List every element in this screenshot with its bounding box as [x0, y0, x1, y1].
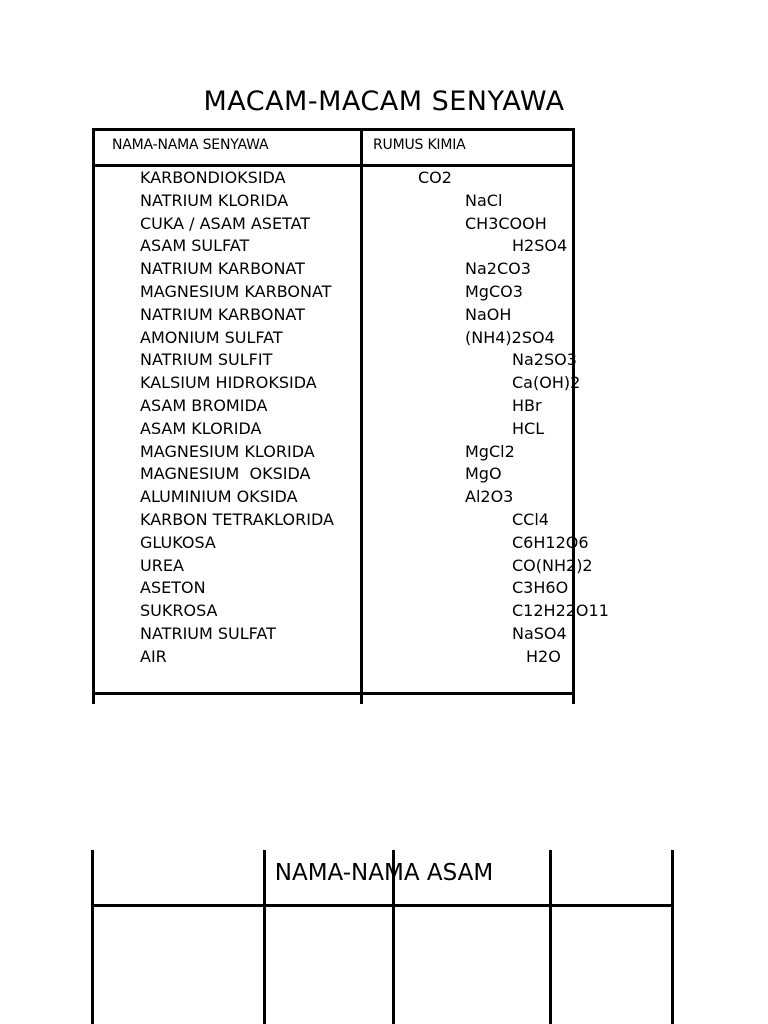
- table-row: [0, 167, 768, 190]
- table-row: [0, 213, 768, 236]
- compound-formula: CH3COOH: [465, 213, 547, 233]
- compound-name: NATRIUM KLORIDA: [140, 190, 289, 210]
- compound-name: ASAM SULFAT: [140, 236, 250, 256]
- compound-formula: NaSO4: [512, 623, 567, 643]
- table-row: [0, 418, 768, 441]
- compound-name: KARBON TETRAKLORIDA: [140, 509, 334, 529]
- table-row: [0, 486, 768, 509]
- compound-formula: C12H22O11: [512, 601, 609, 621]
- compound-formula: MgCO3: [465, 281, 523, 301]
- compound-name: SUKROSA: [140, 601, 218, 621]
- compound-name: MAGNESIUM KLORIDA: [140, 441, 315, 461]
- compound-formula: CCl4: [512, 509, 549, 529]
- page-title: MACAM-MACAM SENYAWA: [203, 86, 565, 117]
- table-row: [0, 281, 768, 304]
- acids-table-title: NAMA-NAMA ASAM: [274, 860, 494, 886]
- compound-name: ASETON: [140, 578, 206, 598]
- table-row: [0, 349, 768, 372]
- compound-formula: NaCl: [465, 190, 503, 210]
- table-row: [0, 441, 768, 464]
- compound-formula: MgCl2: [465, 441, 515, 461]
- compound-formula: C6H12O6: [512, 532, 589, 552]
- compound-name: NATRIUM KARBONAT: [140, 259, 305, 279]
- compound-formula: Na2SO3: [512, 350, 577, 370]
- compound-name: MAGNESIUM OKSIDA: [140, 464, 311, 484]
- table-row: [0, 190, 768, 213]
- table-row: [0, 463, 768, 486]
- compound-formula: NaOH: [465, 304, 512, 324]
- table-row: [0, 600, 768, 623]
- compound-name: NATRIUM SULFIT: [140, 350, 273, 370]
- table-row: [0, 555, 768, 578]
- table-body: [0, 167, 768, 669]
- compound-name: UREA: [140, 555, 184, 575]
- compound-name: ALUMINIUM OKSIDA: [140, 487, 298, 507]
- compound-name: AIR: [140, 646, 167, 666]
- compound-formula: Ca(OH)2: [512, 373, 581, 393]
- compound-formula: (NH4)2SO4: [465, 327, 555, 347]
- column-header-name: NAMA-NAMA SENYAWA: [112, 137, 269, 153]
- compound-name: KALSIUM HIDROKSIDA: [140, 373, 317, 393]
- table-row: [0, 646, 768, 669]
- compound-formula: HCL: [512, 418, 545, 438]
- compound-name: KARBONDIOKSIDA: [140, 168, 286, 187]
- compound-formula: MgO: [465, 464, 502, 484]
- table-row: [0, 304, 768, 327]
- compound-name: GLUKOSA: [140, 532, 216, 552]
- table-border-top: [92, 128, 575, 131]
- table-row: [0, 395, 768, 418]
- table-row: [0, 258, 768, 281]
- table-row: [0, 532, 768, 555]
- table-border-bottom: [92, 692, 575, 695]
- compound-formula: Na2CO3: [465, 259, 531, 279]
- table-row: [0, 372, 768, 395]
- compound-name: NATRIUM SULFAT: [140, 623, 276, 643]
- table-row: [0, 509, 768, 532]
- compound-formula: CO(NH2)2: [512, 555, 593, 575]
- compound-formula: H2O: [526, 646, 561, 666]
- table-row: [0, 577, 768, 600]
- compound-name: NATRIUM KARBONAT: [140, 304, 305, 324]
- compound-name: CUKA / ASAM ASETAT: [140, 213, 311, 233]
- column-header-formula: RUMUS KIMIA: [373, 137, 466, 153]
- compound-name: ASAM BROMIDA: [140, 395, 268, 415]
- acids-table-header-divider: [91, 904, 674, 907]
- compound-name: ASAM KLORIDA: [140, 418, 262, 438]
- compound-formula: HBr: [512, 395, 542, 415]
- compound-formula: C3H6O: [512, 578, 569, 598]
- compound-name: MAGNESIUM KARBONAT: [140, 281, 332, 301]
- table-row: [0, 235, 768, 258]
- table-row: [0, 327, 768, 350]
- compound-formula: CO2: [418, 168, 452, 187]
- table-row: [0, 623, 768, 646]
- compound-formula: H2SO4: [512, 236, 568, 256]
- compound-formula: Al2O3: [465, 487, 514, 507]
- compound-name: AMONIUM SULFAT: [140, 327, 283, 347]
